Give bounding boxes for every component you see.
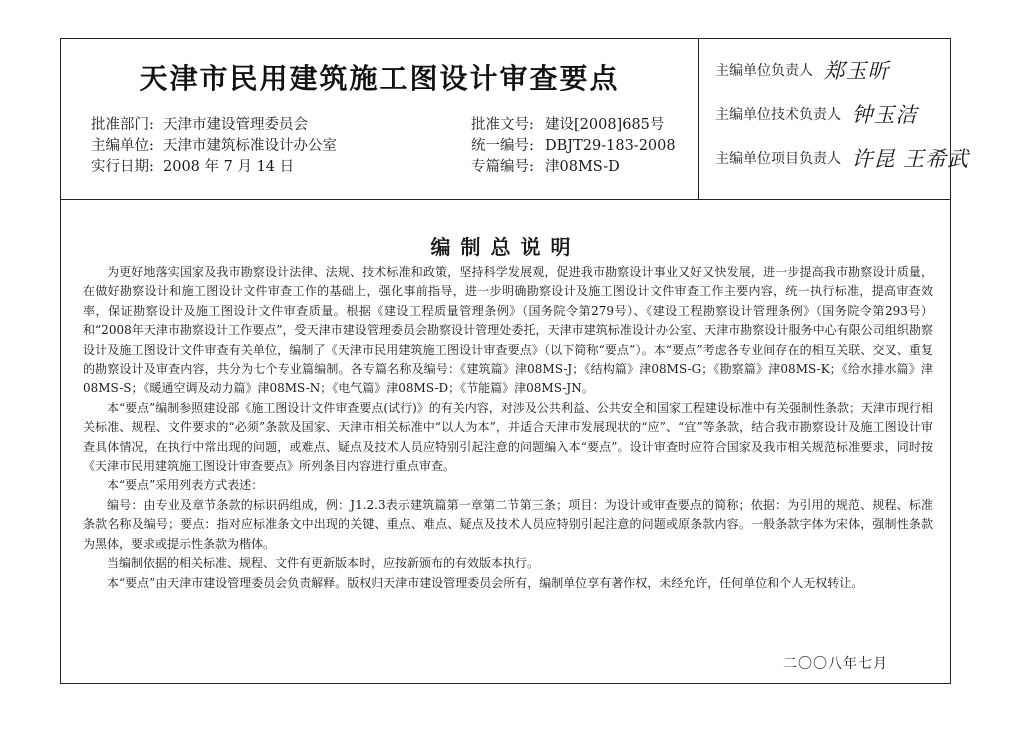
resp-row-tech-head [715,99,969,143]
meta-right [471,115,676,178]
resp-label: 主编单位项目负责人 [715,151,841,167]
meta-row-unified-number [471,136,676,157]
resp-row-project-head [715,143,969,187]
document-frame [60,38,970,684]
document-date: 二〇〇八年七月 [783,656,888,672]
resp-label: 主编单位技术负责人 [715,107,841,123]
paragraph: 本“要点”采用列表方式表述： [107,478,264,493]
paragraph: 本“要点”由天津市建设管理委员会负责解释。版权归天津市建设管理委员会所有，编制单位享有著作权，未经允许，任何单位和个人无权转让。 [107,575,864,590]
paragraph: 编号：由专业及章节条款的标识码组成，例：J1.2.3表示建筑篇第一章第二节第三条；项目：为设计或审查要点的简称；依据：为引用的规范、规程、标准条款名称及编号；要点：指对应标准条文中出现的关键、重点、难点、疑点及技术人员应特别引起注意的问题或原条款内容。一般条款字体为宋体，强制性条款为黑体，要求或提示性条款为楷体。 [83,497,933,551]
header-column-divider [698,39,699,199]
meta-label: 批准部门: [91,117,154,133]
responsible-persons [715,55,969,187]
meta-row-effective-date [91,157,337,178]
paragraph: 当编制依据的相关标准、规程、文件有更新版本时，应按新颁布的有效版本执行。 [107,556,540,571]
signature: 郑玉昕 [823,59,890,83]
meta-row-volume-number [471,157,676,178]
meta-value: 津08MS-D [545,159,620,175]
body-text [83,263,933,593]
signature: 钟玉洁 [851,103,918,127]
resp-row-unit-head [715,55,969,99]
section-heading: 编制总说明 [430,235,581,259]
meta-value: 天津市建设管理委员会 [163,117,308,133]
meta-row-editor-unit [91,136,337,157]
meta-label: 专篇编号: [471,159,534,175]
paragraph: 本“要点”编制参照建设部《施工图设计文件审查要点(试行)》的有关内容，对涉及公共利益、公共安全和国家工程建设标准中有关强制性条款；天津市现行相关标准、规程、文件要求的“必须”条款及国家、天津市相关标准中“以人为本”，并适合天津市发展现状的“应”、“宜”等条款，结合我市勘察设计及施工图设计审查具体情况，在执行中常出现的问题，或难点、疑点及技术人员应特别引起注意的问题编入本“要点”。设计审查时应符合国家及我市相关规范标准要求，同时按《天津市民用建筑施工图设计审查要点》所列条目内容进行重点审查。 [83,400,933,474]
meta-label: 批准文号: [471,117,534,133]
meta-value: DBJT29-183-2008 [545,138,676,154]
meta-value: 天津市建筑标准设计办公室 [163,138,337,154]
meta-value: 2008 年 7 月 14 日 [163,159,295,175]
signature: 许昆 王希武 [851,147,970,171]
meta-label: 统一编号: [471,138,534,154]
document-title: 天津市民用建筑施工图设计审查要点 [139,62,620,95]
paragraph: 为更好地落实国家及我市勘察设计法律、法规、技术标准和政策，坚持科学发展观，促进我市勘察设计事业又好又快发展，进一步提高我市勘察设计质量，在做好勘察设计和施工图设计文件审查工作的基础上，强化事前指导，进一步明确勘察设计及施工图设计文件审查工作主要内容，统一执行标准，提高审查效率，保证勘察设计及施工图设计文件审查质量。根据《建设工程质量管理条例》（国务院令第279号）、《建设工程勘察设计管理条例》（国务院令第293号）和“2008年天津市勘察设计工作要点”，受天津市建设管理委员会勘察设计管理处委托，天津市建筑标准设计办公室、天津市勘察设计服务中心有限公司组织勘察设计及施工图设计文件审查有关单位，编制了《天津市民用建筑施工图设计审查要点》（以下简称“要点”）。本“要点”考虑各专业间存在的相互关联、交叉、重复的勘察设计及审查内容，共分为七个专业篇编制。各专篇名称及编号：《建筑篇》津08MS-J；《结构篇》津08MS-G；《勘察篇》津08MS-K；《给水排水篇》津08MS-S；《暖通空调及动力篇》津08MS-N；《电气篇》津08MS-D；《节能篇》津08MS-JN。 [83,265,933,396]
meta-value: 建设[2008]685号 [545,117,665,133]
meta-row-approval-number [471,115,676,136]
meta-row-approval-dept [91,115,337,136]
resp-label: 主编单位负责人 [715,63,813,79]
meta-left [91,115,337,178]
header-divider [61,199,950,200]
meta-label: 主编单位: [91,138,154,154]
meta-label: 实行日期: [91,159,154,175]
